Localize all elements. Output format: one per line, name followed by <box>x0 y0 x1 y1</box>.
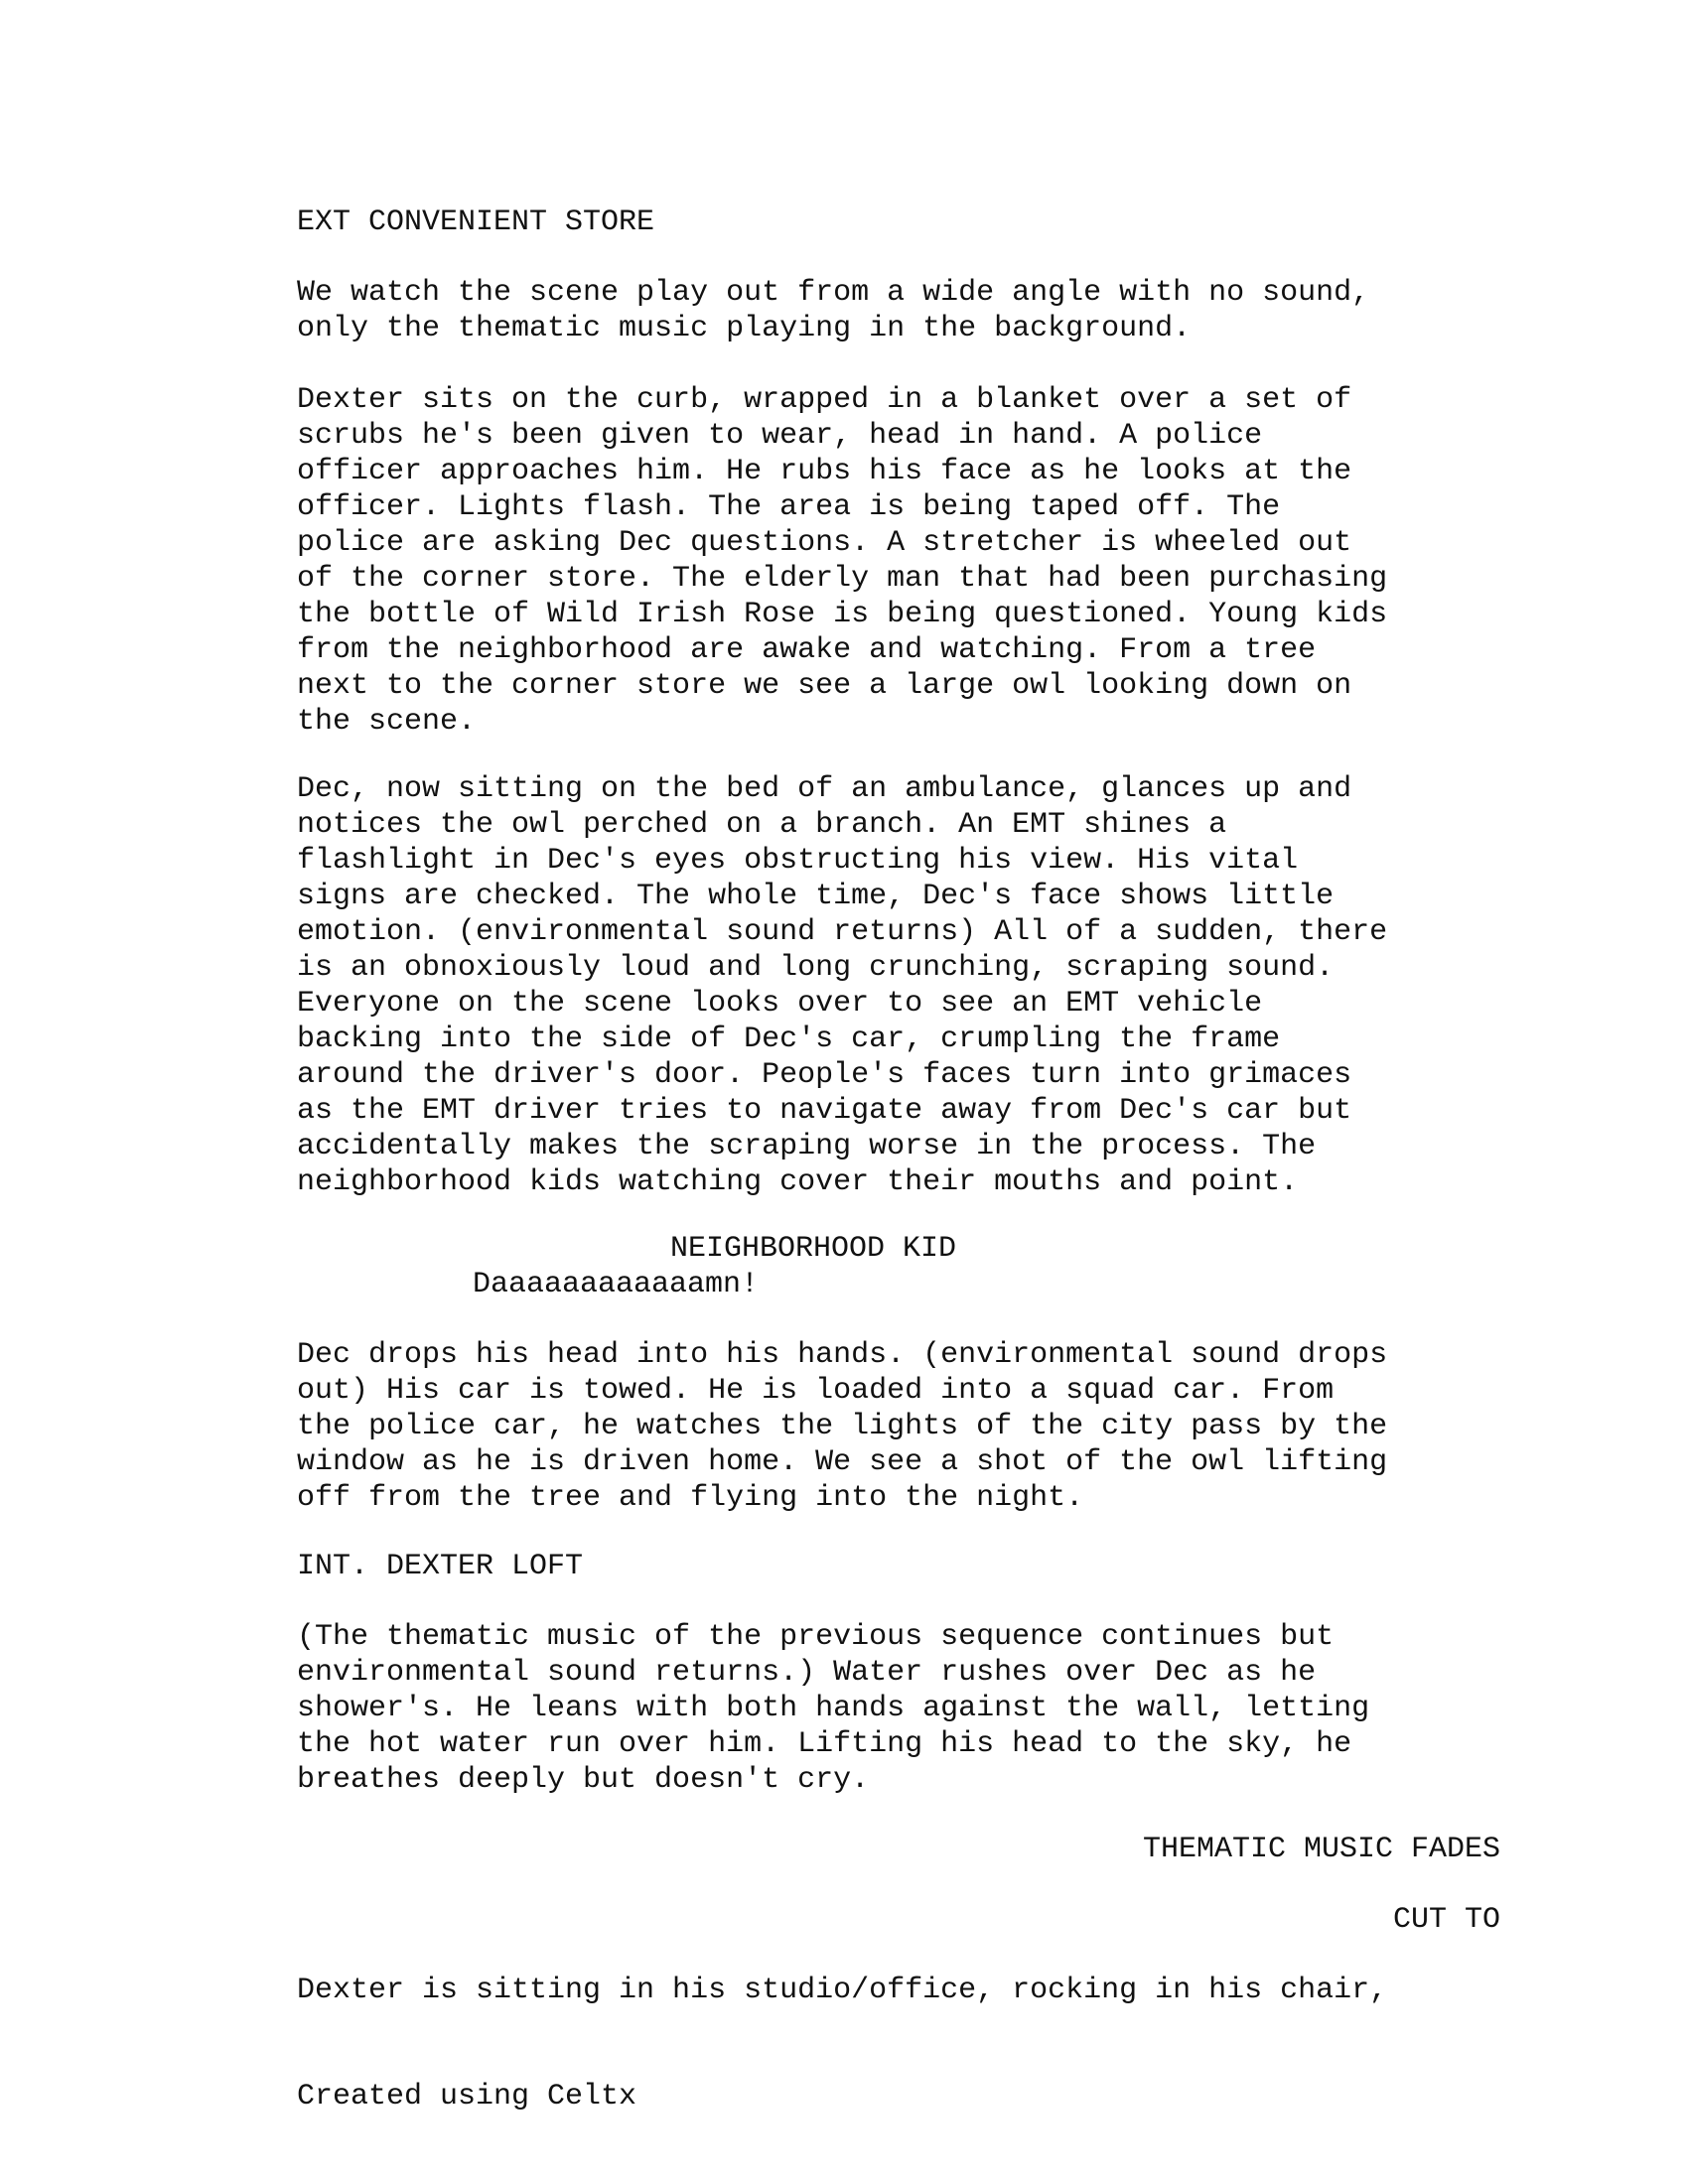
action-towed: Dec drops his head into his hands. (environmental sound drops out) His car is towed. He is loaded into a squad car. From the police car, he watches the lights of the city pass by the window as he is driven home. We see a shot of the owl lifting off from the tree and flying into the night. <box>297 1338 1388 1515</box>
transition-cut-to: CUT TO <box>1392 1903 1500 1937</box>
footer-credit: Created using Celtx <box>297 2080 637 2114</box>
scene-heading-ext: EXT CONVENIENT STORE <box>297 205 655 239</box>
scene-heading-int: INT. DEXTER LOFT <box>297 1550 584 1583</box>
action-ambulance: Dec, now sitting on the bed of an ambulance, glances up and notices the owl perched on a branch. An EMT shines a flashlight in Dec's eyes obstructing his view. His vital signs are checked. The whole time, Dec's face shows little emotion. (environmental sound returns) All of a sudden, there is an obnoxiously loud and long crunching, scraping sound. Everyone on the scene looks over to see an EMT vehicle backing into the side of Dec's car, crumpling the frame around the driver's door. People's faces turn into grimaces as the EMT driver tries to navigate away from Dec's car but accidentally makes the scraping worse in the process. The neighborhood kids watching cover their mouths and point. <box>297 772 1388 1199</box>
action-shower: (The thematic music of the previous sequence continues but environmental sound returns.) Water rushes over Dec as he shower's. He leans with both hands against the wall, letting the hot water run over him. Lifting his head to the sky, he breathes deeply but doesn't cry. <box>297 1620 1370 1797</box>
action-wide-angle: We watch the scene play out from a wide angle with no sound, only the thematic music playing in the background. <box>297 276 1370 345</box>
character-name: NEIGHBORHOOD KID <box>670 1232 957 1266</box>
action-studio: Dexter is sitting in his studio/office, rocking in his chair, <box>297 1974 1388 2007</box>
dialogue-line: Daaaaaaaaaaaamn! <box>473 1268 760 1301</box>
transition-music-fades: THEMATIC MUSIC FADES <box>1142 1833 1500 1866</box>
action-curb: Dexter sits on the curb, wrapped in a blanket over a set of scrubs he's been given to wear, head in hand. A police officer approaches him. He rubs his face as he looks at the officer. Lights flash. The area is being taped off. The police are asking Dec questions. A stretcher is wheeled out of the corner store. The elderly man that had been purchasing the bottle of Wild Irish Rose is being questioned. Young kids from the neighborhood are awake and watching. From a tree next to the corner store we see a large owl looking down on the scene. <box>297 383 1388 739</box>
